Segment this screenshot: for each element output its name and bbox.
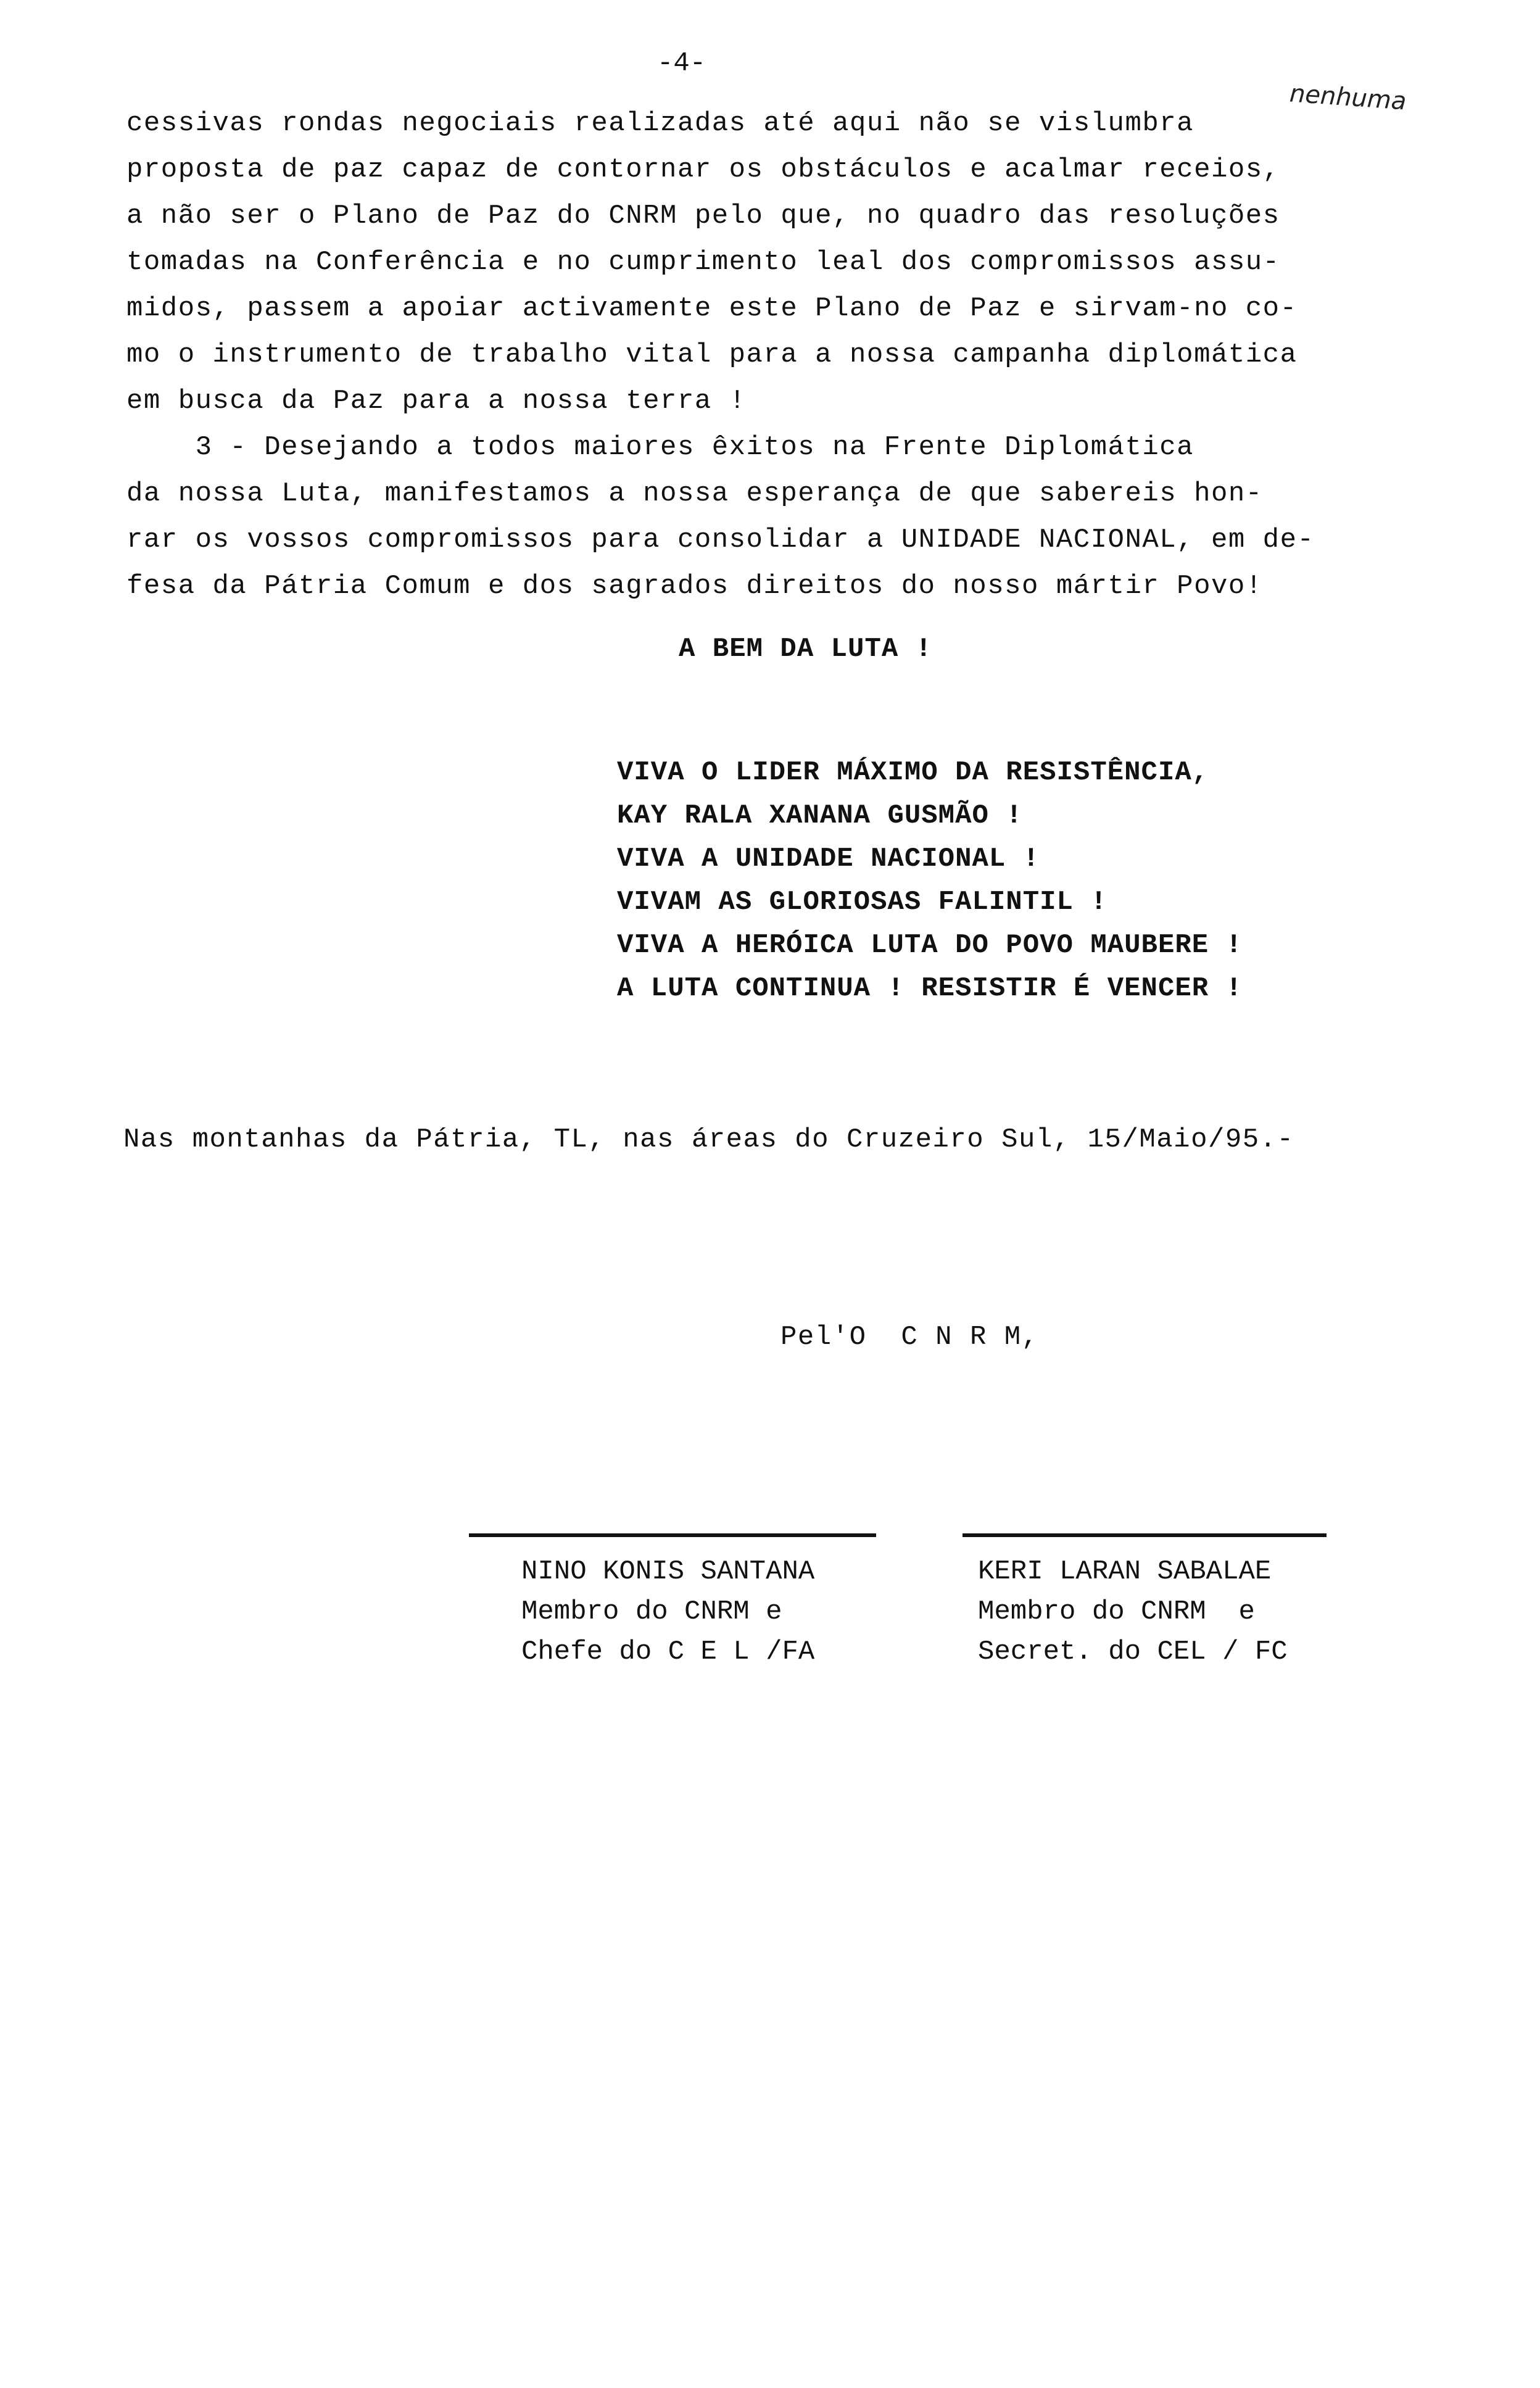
body-line: rar os vossos compromissos para consolidar a UNIDADE NACIONAL, em de-: [126, 524, 1315, 555]
body-line: proposta de paz capaz de contornar os obstáculos e acalmar receios,: [126, 154, 1280, 185]
signature-line-left: [469, 1533, 876, 1537]
handwritten-annotation: nenhuma: [1288, 79, 1407, 116]
slogan-line: VIVA A HERÓICA LUTA DO POVO MAUBERE !: [617, 930, 1243, 961]
signatory-role: Secret. do CEL / FC: [978, 1636, 1288, 1667]
signatory-name: KERI LARAN SABALAE: [978, 1556, 1272, 1587]
body-line: a não ser o Plano de Paz do CNRM pelo que, no quadro das resoluções: [126, 201, 1280, 231]
slogan-line: VIVAM AS GLORIOSAS FALINTIL !: [617, 887, 1107, 918]
signatory-name: NINO KONIS SANTANA: [521, 1556, 815, 1587]
signatory-role: Membro do CNRM e: [978, 1596, 1255, 1627]
body-line: cessivas rondas negociais realizadas até aqui não se vislumbra: [126, 108, 1194, 139]
body-line: fesa da Pátria Comum e dos sagrados direitos do nosso mártir Povo!: [126, 571, 1263, 602]
slogan-line: VIVA O LIDER MÁXIMO DA RESISTÊNCIA,: [617, 757, 1209, 788]
place-and-date: Nas montanhas da Pátria, TL, nas áreas do Cruzeiro Sul, 15/Maio/95.-: [123, 1124, 1294, 1155]
page-number: -4-: [657, 48, 706, 79]
signature-line-right: [962, 1533, 1327, 1537]
body-line: tomadas na Conferência e no cumprimento leal dos compromissos assu-: [126, 247, 1280, 278]
slogan-line: VIVA A UNIDADE NACIONAL !: [617, 844, 1040, 874]
body-line: da nossa Luta, manifestamos a nossa esperança de que sabereis hon-: [126, 478, 1263, 509]
body-line: midos, passem a apoiar activamente este Plano de Paz e sirvam-no co-: [126, 293, 1298, 324]
slogan-line: KAY RALA XANANA GUSMÃO !: [617, 800, 1023, 831]
closing-salutation: A BEM DA LUTA !: [679, 634, 933, 665]
body-line: mo o instrumento de trabalho vital para a nossa campanha diplomática: [126, 339, 1298, 370]
signatory-role: Chefe do C E L /FA: [521, 1636, 815, 1667]
signatory-role: Membro do CNRM e: [521, 1596, 782, 1627]
body-line: em busca da Paz para a nossa terra !: [126, 386, 747, 417]
slogan-line: A LUTA CONTINUA ! RESISTIR É VENCER !: [617, 973, 1243, 1004]
body-line: 3 - Desejando a todos maiores êxitos na Frente Diplomática: [126, 432, 1194, 463]
signed-by: Pel'O C N R M,: [780, 1322, 1039, 1353]
